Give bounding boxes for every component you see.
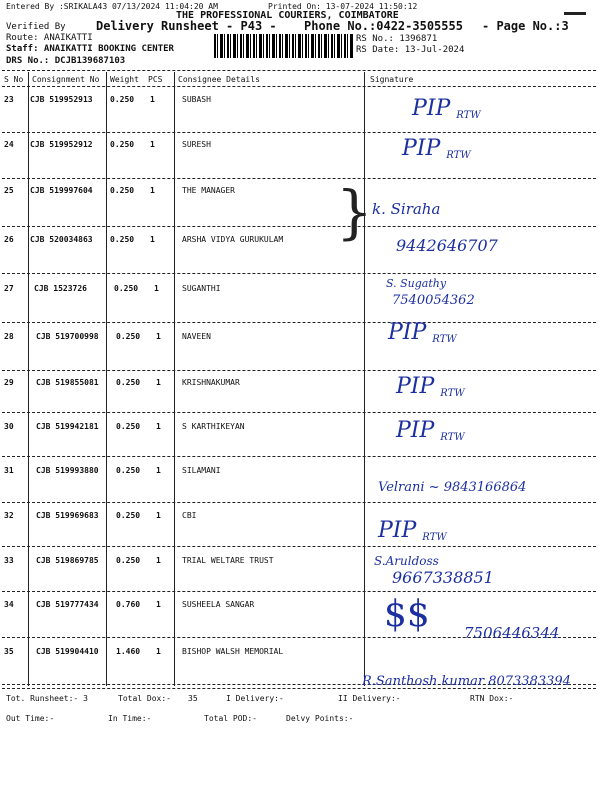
stamp-row29: PIP RTW	[396, 374, 465, 399]
row-weight: 0.250	[116, 511, 141, 520]
row-consignee: S KARTHIKEYAN	[182, 422, 245, 431]
row-sno: 34	[4, 600, 14, 609]
row-weight: 0.760	[116, 600, 141, 609]
signature-susheela-phone: 7506446344	[464, 624, 560, 642]
row-consignment-no: CJB 519855081	[36, 378, 99, 387]
row-pcs: 1	[150, 95, 155, 104]
row-pcs: 1	[156, 556, 161, 565]
col-consignment: Consignment No	[32, 75, 100, 84]
row-rule	[2, 226, 596, 227]
total-dox-label: Total Dox:-	[118, 694, 171, 703]
row-consignee: NAVEEN	[182, 332, 211, 341]
stamp-row28: PIP RTW	[388, 320, 457, 345]
stamp-row23: PIP RTW	[412, 96, 481, 121]
col-sep-pcs	[174, 72, 175, 686]
row-weight: 0.250	[114, 284, 139, 293]
i-delivery: I Delivery:-	[226, 694, 284, 703]
signature-silamani: Velrani ~ 9843166864	[378, 480, 527, 495]
row-consignee: ARSHA VIDYA GURUKULAM	[182, 235, 284, 244]
row-consignee: SILAMANI	[182, 466, 221, 475]
stamp-row32: PIP RTW	[378, 518, 447, 543]
row-sno: 28	[4, 332, 14, 341]
row-pcs: 1	[156, 600, 161, 609]
row-consignment-no: CJB 519993880	[36, 466, 99, 475]
row-rule	[2, 322, 596, 323]
row-pcs: 1	[156, 511, 161, 520]
row-rule	[2, 546, 596, 547]
row-consignment-no: CJB 519777434	[36, 600, 99, 609]
drs-number: DRS No.: DCJB139687103	[6, 56, 126, 66]
col-sep-consignment	[106, 72, 107, 686]
row-weight: 0.250	[116, 466, 141, 475]
signature-trial-phone: 9667338851	[392, 568, 494, 587]
row-weight: 0.250	[116, 556, 141, 565]
row-sno: 25	[4, 186, 14, 195]
route: Route: ANAIKATTI	[6, 33, 93, 43]
verified-by: Verified By	[6, 22, 66, 32]
total-dox-value: 35	[188, 694, 198, 703]
tot-runsheet: Tot. Runsheet:- 3	[6, 694, 88, 703]
row-sno: 31	[4, 466, 14, 475]
row-sno: 29	[4, 378, 14, 387]
stamp-row24: PIP RTW	[402, 136, 471, 161]
row-consignment-no: CJB 519869785	[36, 556, 99, 565]
row-rule	[2, 591, 596, 592]
row-sno: 27	[4, 284, 14, 293]
row-pcs: 1	[150, 186, 155, 195]
row-rule	[2, 370, 596, 371]
row-pcs: 1	[156, 378, 161, 387]
printed-on: Printed On: 13-07-2024 11:50:12	[268, 2, 418, 11]
row-consignee: TRIAL WELTARE TRUST	[182, 556, 274, 565]
row-pcs: 1	[156, 332, 161, 341]
col-sep-sno	[28, 72, 29, 686]
row-weight: 0.250	[116, 332, 141, 341]
row-rule	[2, 412, 596, 413]
row-rule	[2, 132, 596, 133]
row-pcs: 1	[156, 466, 161, 475]
row-weight: 0.250	[110, 140, 135, 149]
col-weight: Weight	[110, 75, 139, 84]
row-pcs: 1	[150, 140, 155, 149]
header-rule-bottom	[2, 86, 596, 87]
row-consignment-no: CJB 519904410	[36, 647, 99, 656]
row-consignee: SURESH	[182, 140, 211, 149]
row-consignee: THE MANAGER	[182, 186, 235, 195]
total-pod: Total POD:-	[204, 714, 257, 723]
signature-manager: k. Siraha	[372, 200, 441, 218]
col-pcs: PCS	[148, 75, 163, 84]
signature-arsha-phone: 9442646707	[396, 236, 498, 255]
rtn-dox: RTN Dox:-	[470, 694, 514, 703]
bracket-mark: }	[336, 178, 373, 246]
company-name: THE PROFESSIONAL COURIERS, COIMBATORE	[176, 10, 399, 21]
row-consignee: SUSHEELA SANGAR	[182, 600, 255, 609]
row-sno: 26	[4, 235, 14, 244]
out-time: Out Time:-	[6, 714, 55, 723]
col-sno: S No	[4, 75, 24, 84]
col-consignee: Consignee Details	[178, 75, 260, 84]
staff: Staff: ANAIKATTI BOOKING CENTER	[6, 44, 174, 54]
row-weight: 0.250	[110, 186, 135, 195]
row-rule	[2, 178, 596, 179]
row-sno: 30	[4, 422, 14, 431]
signature-suganthi-phone: 7540054362	[392, 293, 475, 308]
page-number: - Page No.:3	[482, 19, 569, 33]
in-time: In Time:-	[108, 714, 152, 723]
signature-suganthi-name: S. Sugathy	[386, 277, 447, 290]
row-sno: 35	[4, 647, 14, 656]
row-weight: 0.250	[116, 378, 141, 387]
row-consignee: KRISHNAKUMAR	[182, 378, 240, 387]
row-sno: 32	[4, 511, 14, 520]
row-consignment-no: CJB 520034863	[30, 235, 93, 244]
row-consignee: SUGANTHI	[182, 284, 221, 293]
scan-mark	[564, 12, 586, 15]
runsheet-title: Delivery Runsheet - P43 -	[96, 19, 277, 33]
row-consignee: SUBASH	[182, 95, 211, 104]
row-consignment-no: CJB 519952913	[30, 95, 93, 104]
rs-number: RS No.: 1396871	[356, 34, 438, 44]
col-signature: Signature	[370, 75, 414, 84]
row-consignment-no: CJB 519952912	[30, 140, 93, 149]
row-pcs: 1	[154, 284, 159, 293]
row-weight: 1.460	[116, 647, 141, 656]
row-weight: 0.250	[116, 422, 141, 431]
row-consignee: BISHOP WALSH MEMORIAL	[182, 647, 284, 656]
row-rule	[2, 502, 596, 503]
row-pcs: 1	[150, 235, 155, 244]
ii-delivery: II Delivery:-	[338, 694, 401, 703]
phone-number: Phone No.:0422-3505555	[304, 19, 463, 33]
signature-susheela: $$	[384, 594, 430, 635]
row-weight: 0.250	[110, 235, 135, 244]
row-pcs: 1	[156, 647, 161, 656]
row-sno: 24	[4, 140, 14, 149]
signature-bishop: R.Santhosh kumar 8073383394	[362, 674, 571, 689]
row-weight: 0.250	[110, 95, 135, 104]
row-rule	[2, 456, 596, 457]
row-consignment-no: CJB 519969683	[36, 511, 99, 520]
row-consignment-no: CJB 519700998	[36, 332, 99, 341]
stamp-row30: PIP RTW	[396, 418, 465, 443]
header-rule-top	[2, 70, 596, 71]
col-sep-consignee	[364, 72, 365, 686]
entered-by: Entered By :SRIKALA43 07/13/2024 11:04:20 AM	[6, 2, 218, 11]
row-consignment-no: CJB 519942181	[36, 422, 99, 431]
row-consignment-no: CJB 519997604	[30, 186, 93, 195]
rs-date: RS Date: 13-Jul-2024	[356, 45, 465, 55]
barcode	[214, 34, 354, 58]
row-consignee: CBI	[182, 511, 197, 520]
row-rule	[2, 273, 596, 274]
signature-cbi-name: S.Aruldoss	[374, 554, 439, 568]
row-sno: 23	[4, 95, 14, 104]
row-sno: 33	[4, 556, 14, 565]
footer-rule	[2, 688, 596, 689]
delvy-points: Delvy Points:-	[286, 714, 354, 723]
row-pcs: 1	[156, 422, 161, 431]
row-consignment-no: CJB 1523726	[34, 284, 87, 293]
